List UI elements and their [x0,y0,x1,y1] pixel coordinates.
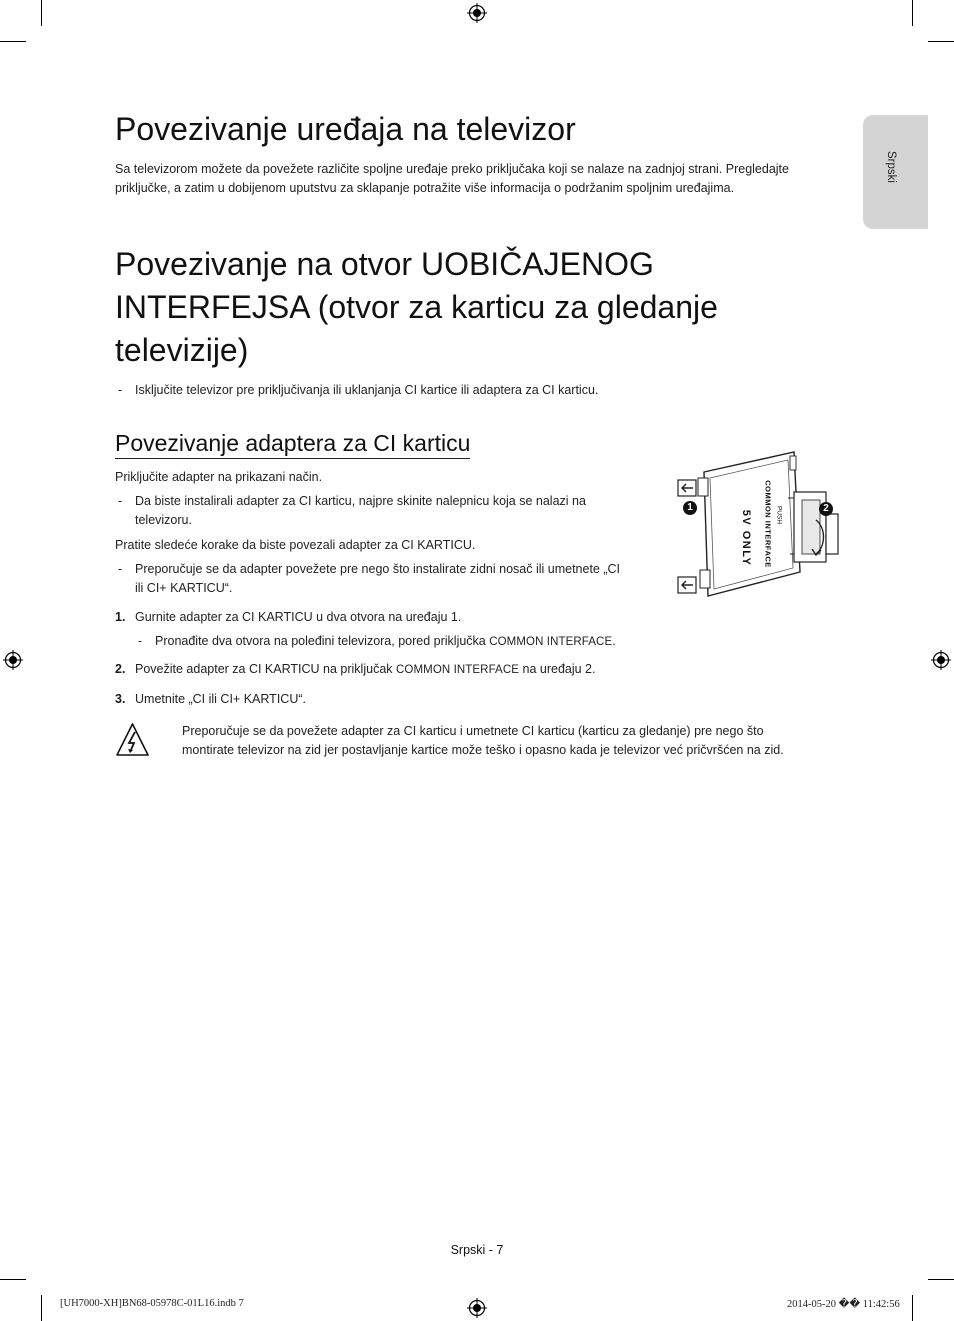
section-title: Povezivanje na otvor UOBIČAJENOG [115,246,654,282]
note-dash: - [118,562,123,576]
warning-icon [115,722,150,758]
intro-text: Sa televizorom možete da povežete različite spoljne uređaje preko priključaka koji se nalaze na zadnjoj strani. Pregledajte [115,162,789,176]
file-info: [UH7000-XH]BN68-05978C-01L16.indb 7 [60,1298,244,1309]
section-title: Povezivanje uređaja na televizor [115,111,576,147]
step-text-part: Povežite adapter za CI KARTICU na priključak [135,662,393,676]
step-number: 2. [115,662,126,676]
note-dash: - [118,383,123,397]
crop-mark [41,1295,42,1321]
note-text: Isključite televizor pre priključivanja ili uklanjanja CI kartice ili adaptera za CI karticu. [135,383,599,397]
crop-mark [41,0,42,26]
section-title: televizije) [115,332,249,368]
registration-mark-icon [931,650,951,670]
step-number: 1. [115,610,126,624]
step-text: Umetnite „CI ili CI+ KARTICU“. [135,692,306,706]
crop-mark [912,0,913,26]
intro-text: priključke, a zatim u dobijenom uputstvu za sklapanje potražite više informacija o podržanim spoljnim uređajima. [115,181,735,195]
step-subnote [155,632,616,652]
5v-only-label: 5V ONLY [740,509,752,567]
common-interface-label: COMMON INTERFACE [763,480,773,568]
step-text [135,660,595,680]
crop-mark [928,1279,954,1280]
section-title: INTERFEJSA (otvor za karticu za gledanje [115,289,718,325]
push-label: PUSH [775,505,783,525]
crop-mark [912,1295,913,1321]
crop-mark [928,41,954,42]
paragraph: Priključite adapter na prikazani način. [115,470,323,484]
note-text: Da biste instalirali adapter za CI karticu, najpre skinite nalepnicu koja se nalazi na [135,494,586,508]
note-dash: - [118,494,123,508]
note-text: ili CI+ KARTICU“. [135,581,233,595]
print-timestamp: 2014-05-20 �� 11:42:56 [787,1299,900,1310]
warning-text: montirate televizor na zid jer postavljanje kartice može teško i opasno kada je televizor već pričvršćen na zid. [182,743,784,757]
step-subnote-text: Pronađite dva otvora na poleđini televizora, pored priključka [155,634,486,648]
subsection-title: Povezivanje adaptera za CI karticu [115,428,470,459]
port-name: COMMON INTERFACE [489,636,613,648]
registration-mark-icon [467,3,487,23]
punctuation: . [612,634,616,648]
language-tab [863,115,928,229]
port-name: COMMON INTERFACE [396,664,520,676]
crop-mark [0,41,26,42]
step-text: Gurnite adapter za CI KARTICU u dva otvora na uređaju 1. [135,610,462,624]
marker-2: 2 [819,502,833,516]
step-text-part: na uređaju 2. [522,662,596,676]
step-number: 3. [115,692,126,706]
ci-adapter-diagram [676,448,842,600]
marker-1: 1 [683,501,697,515]
note-dash: - [138,634,143,648]
paragraph: Pratite sledeće korake da biste povezali adapter za CI KARTICU. [115,538,476,552]
registration-mark-icon [3,650,23,670]
note-text: televizoru. [135,513,192,527]
page-number: Srpski - 7 [450,1243,504,1257]
registration-mark-icon [467,1298,487,1318]
crop-mark [0,1279,26,1280]
language-tab-label: Srpski [885,151,897,183]
ci-adapter-illustration [676,448,842,600]
warning-text: Preporučuje se da povežete adapter za CI karticu i umetnete CI karticu (karticu za gledanje) pre nego što [182,724,764,738]
note-text: Preporučuje se da adapter povežete pre nego što instalirate zidni nosač ili umetnete „CI [135,562,621,576]
